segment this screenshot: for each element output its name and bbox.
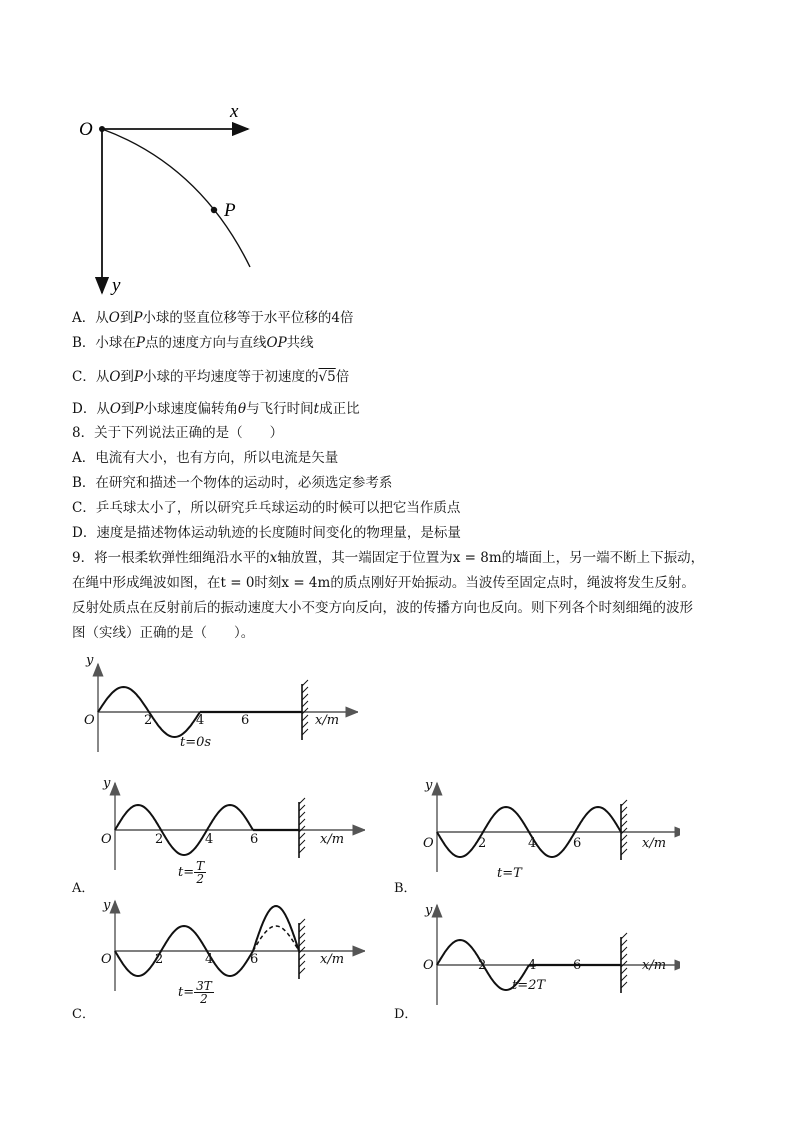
- option-c-label: C．: [72, 1007, 95, 1022]
- q7-option-d: D．从O到P小球速度偏转角θ与飞行时间t成正比: [72, 401, 360, 417]
- q8-option-b: B．在研究和描述一个物体的运动时，必须选定参考系: [72, 475, 393, 491]
- b-time-label: t=T: [497, 866, 522, 881]
- d-xm-label: x/m: [642, 958, 667, 973]
- wave-curve: [253, 906, 299, 951]
- b-tick-6: 6: [573, 836, 582, 851]
- c-tick-2: 2: [155, 952, 164, 967]
- q9-line-1: 9．将一根柔软弹性细绳沿水平的x轴放置，其一端固定于位置为x = 8m的墙面上，另一端不断上下振动，: [72, 550, 705, 566]
- d-o-label: O: [423, 958, 434, 973]
- main-o-label: O: [84, 713, 95, 728]
- point-p-label: P: [224, 200, 236, 221]
- point-p-dot: [211, 207, 217, 213]
- q9-line-2: 在绳中形成绳波如图，在t = 0时刻x = 4m的质点刚好开始振动。当波传至固定点时，绳波将发生反射。: [72, 575, 695, 591]
- wall-hatch: [299, 833, 305, 839]
- option-b-label: B．: [394, 881, 417, 896]
- sqrt5: √5: [318, 369, 336, 385]
- wall-hatch: [621, 821, 627, 827]
- wall-hatch: [302, 687, 308, 693]
- wall-hatch: [621, 982, 627, 988]
- b-xm-label: x/m: [642, 836, 667, 851]
- y-axis-label: y: [112, 275, 121, 296]
- a-tick-2: 2: [155, 832, 164, 847]
- wall-hatch: [299, 954, 305, 960]
- wall-hatch: [621, 940, 627, 946]
- c-tick-4: 4: [205, 952, 214, 967]
- a-y-label: y: [103, 776, 111, 791]
- wall-hatch: [621, 954, 627, 960]
- origin-label: O: [79, 119, 93, 140]
- b-o-label: O: [423, 836, 434, 851]
- wall-hatch: [299, 805, 305, 811]
- b-tick-2: 2: [478, 836, 487, 851]
- origin-dot: [99, 126, 105, 132]
- main-xm-label: x/m: [315, 713, 340, 728]
- d-tick-2: 2: [478, 958, 487, 973]
- wall-hatch: [621, 835, 627, 841]
- wave-figure-b: [410, 775, 680, 890]
- wall-hatch: [299, 826, 305, 832]
- wall-hatch: [299, 840, 305, 846]
- wall-hatch: [621, 800, 627, 806]
- q8-option-a: A．电流有大小，也有方向，所以电流是矢量: [72, 450, 339, 466]
- c-o-label: O: [101, 952, 112, 967]
- q7-option-c: C．从O到P小球的平均速度等于初速度的√5倍: [72, 369, 350, 385]
- d-tick-6: 6: [573, 958, 582, 973]
- q7-option-a: A．从O到P小球的竖直位移等于水平位移的4倍: [72, 310, 354, 326]
- wall-hatch: [302, 701, 308, 707]
- main-y-label: y: [86, 653, 94, 668]
- wall-hatch: [299, 919, 305, 925]
- d-tick-4: 4: [528, 958, 537, 973]
- x-axis-label: x: [230, 101, 239, 122]
- wall-hatch: [621, 807, 627, 813]
- a-time-label: t= $\frac{T}{2}$: [178, 859, 205, 886]
- wall-hatch: [299, 926, 305, 932]
- main-time-label: t=0s: [180, 735, 212, 750]
- wall-hatch: [302, 715, 308, 721]
- q8-option-d: D．速度是描述物体运动轨迹的长度随时间变化的物理量，是标量: [72, 525, 461, 541]
- wall-hatch: [621, 828, 627, 834]
- wall-hatch: [299, 947, 305, 953]
- a-tick-6: 6: [250, 832, 259, 847]
- c-y-label: y: [103, 898, 111, 913]
- q8-stem: 8．关于下列说法正确的是（ ）: [72, 425, 284, 441]
- main-tick-4: 4: [196, 713, 205, 728]
- d-time-label: t=2T: [512, 978, 546, 993]
- wall-hatch: [621, 842, 627, 848]
- wall-hatch: [621, 933, 627, 939]
- wall-hatch: [621, 968, 627, 974]
- wall-hatch: [299, 798, 305, 804]
- b-y-label: y: [425, 778, 433, 793]
- wall-hatch: [302, 722, 308, 728]
- wall-hatch: [302, 729, 308, 735]
- wall-hatch: [621, 947, 627, 953]
- main-tick-2: 2: [144, 713, 153, 728]
- option-a-label: A．: [72, 881, 95, 896]
- wall-hatch: [621, 814, 627, 820]
- wall-hatch: [299, 847, 305, 853]
- q7-option-b: B．小球在P点的速度方向与直线OP共线: [72, 335, 314, 351]
- q8-option-c: C．乒乓球太小了，所以研究乒乓球运动的时候可以把它当作质点: [72, 500, 461, 516]
- wall-hatch: [299, 968, 305, 974]
- wall-hatch: [299, 812, 305, 818]
- c-time-label: t= $\frac{3T}{2}$: [178, 979, 212, 1006]
- wall-hatch: [299, 961, 305, 967]
- wall-hatch: [302, 694, 308, 700]
- main-tick-6: 6: [241, 713, 250, 728]
- a-o-label: O: [101, 832, 112, 847]
- wall-hatch: [621, 849, 627, 855]
- wall-hatch: [621, 961, 627, 967]
- c-xm-label: x/m: [320, 952, 345, 967]
- wall-hatch: [299, 940, 305, 946]
- b-tick-4: 4: [528, 836, 537, 851]
- wave-figure-main: [78, 652, 358, 772]
- c-tick-6: 6: [250, 952, 259, 967]
- d-y-label: y: [425, 903, 433, 918]
- q9-line-3: 反射处质点在反射前后的振动速度大小不变方向反向，波的传播方向也反向。则下列各个时刻细绳的波形: [72, 600, 693, 616]
- projectile-figure: [60, 95, 280, 305]
- q9-line-4: 图（实线）正确的是（ ）。: [72, 625, 255, 641]
- wall-hatch: [299, 819, 305, 825]
- wall-hatch: [302, 708, 308, 714]
- wall-hatch: [299, 933, 305, 939]
- trajectory-curve: [102, 129, 250, 267]
- option-d-label: D．: [394, 1007, 418, 1022]
- a-xm-label: x/m: [320, 832, 345, 847]
- wall-hatch: [302, 680, 308, 686]
- wall-hatch: [621, 975, 627, 981]
- a-tick-4: 4: [205, 832, 214, 847]
